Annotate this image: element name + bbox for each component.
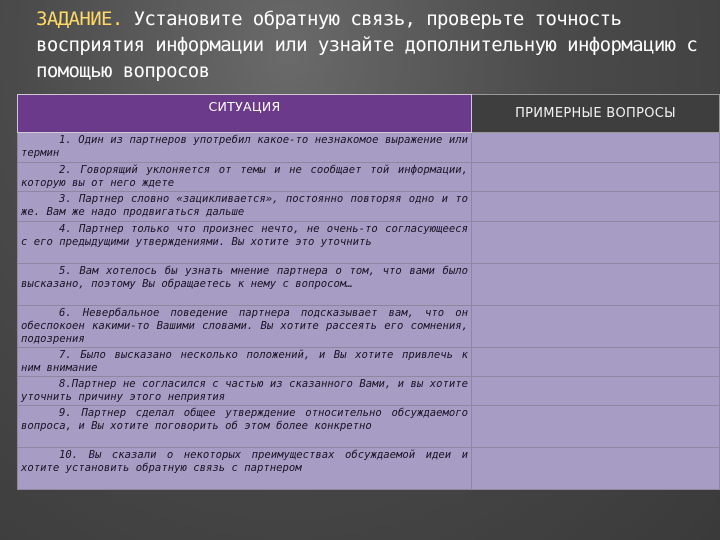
table-row (18, 348, 720, 377)
situation-cell (18, 306, 472, 348)
page-title (36, 6, 712, 84)
situations-table (17, 94, 720, 490)
question-cell[interactable] (472, 406, 720, 448)
table-row (18, 306, 720, 348)
table-row (18, 222, 720, 264)
situation-cell (18, 348, 472, 377)
situation-cell (18, 264, 472, 306)
table-row (18, 133, 720, 163)
questions-column-header: ПРИМЕРНЫЕ ВОПРОСЫ (472, 95, 720, 133)
situation-cell (18, 222, 472, 264)
situation-text: 9. Партнер сделал общее утверждение относительно обсуждаемого вопроса, и Вы хотите поговорить об этом более конкретно (21, 407, 468, 432)
situation-text: 4. Партнер только что произнес нечто, не очень-то согласующееся с его предыдущими утверждениями. Вы хотите это уточнить (21, 223, 468, 248)
situation-column-header: СИТУАЦИЯ (18, 95, 472, 133)
question-cell[interactable] (472, 348, 720, 377)
table-header-row (18, 95, 720, 133)
question-cell[interactable] (472, 264, 720, 306)
situation-cell (18, 192, 472, 222)
question-cell[interactable] (472, 306, 720, 348)
table-row (18, 264, 720, 306)
task-label: ЗАДАНИЕ. (36, 8, 123, 30)
question-cell[interactable] (472, 163, 720, 192)
question-cell[interactable] (472, 222, 720, 264)
question-cell[interactable] (472, 133, 720, 163)
table-row (18, 192, 720, 222)
question-cell[interactable] (472, 192, 720, 222)
situation-text: 6. Невербальное поведение партнера подсказывает вам, что он обеспокоен какими-то Вашими словами. Вы хотите рассеять его сомнения, подозрения (21, 307, 468, 345)
situation-text: 5. Вам хотелось бы узнать мнение партнера о том, что вами было высказано, поэтому Вы обращаетесь к нему с вопросом… (21, 265, 468, 290)
situation-text: 2. Говорящий уклоняется от темы и не сообщает той информации, которую вы от него ждете (21, 164, 468, 189)
table-row (18, 448, 720, 490)
situation-cell (18, 163, 472, 192)
situation-cell (18, 448, 472, 490)
situation-text: 10. Вы сказали о некоторых преимуществах обсуждаемой идеи и хотите установить обратную связь с партнером (21, 449, 468, 474)
table-row (18, 163, 720, 192)
situation-text: 1. Один из партнеров употребил какое-то незнакомое выражение или термин (21, 134, 468, 159)
task-text: Установите обратную связь, проверьте точность восприятия информации или узнайте дополнительную информацию с помощью вопросов (36, 8, 698, 82)
question-cell[interactable] (472, 448, 720, 490)
table-row (18, 377, 720, 406)
question-cell[interactable] (472, 377, 720, 406)
situation-cell (18, 133, 472, 163)
situation-cell (18, 377, 472, 406)
situation-text: 7. Было высказано несколько положений, и Вы хотите привлечь к ним внимание (21, 349, 468, 374)
situation-cell (18, 406, 472, 448)
table-row (18, 406, 720, 448)
situation-text: 3. Партнер словно «зацикливается», постоянно повторяя одно и то же. Вам же надо продвигаться дальше (21, 193, 468, 218)
situation-text: 8.Партнер не согласился с частью из сказанного Вами, и вы хотите уточнить причину этого неприятия (21, 378, 468, 403)
